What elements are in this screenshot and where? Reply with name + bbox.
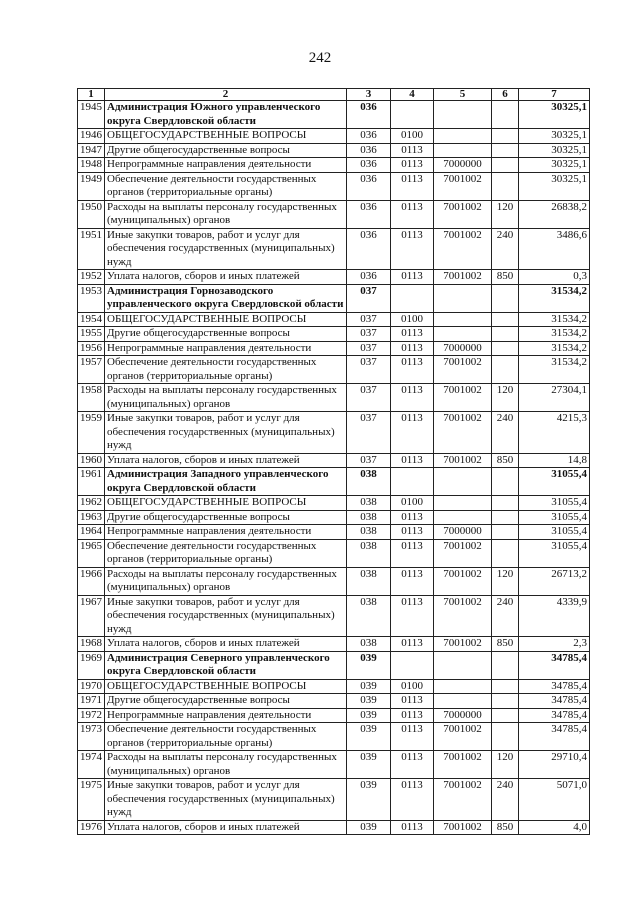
row-section-code: 0113 bbox=[391, 510, 434, 525]
budget-table bbox=[77, 88, 590, 835]
row-name: Иные закупки товаров, работ и услуг для обеспечения государственных (муниципальных) нужд bbox=[105, 412, 347, 454]
header-col-7: 7 bbox=[519, 89, 590, 101]
table-row bbox=[78, 496, 590, 511]
row-expense-type bbox=[492, 539, 519, 567]
row-department-code: 038 bbox=[347, 510, 391, 525]
row-department-code: 036 bbox=[347, 129, 391, 144]
row-expense-type bbox=[492, 356, 519, 384]
row-number: 1957 bbox=[78, 356, 105, 384]
row-section-code bbox=[391, 101, 434, 129]
row-number: 1966 bbox=[78, 567, 105, 595]
row-name: Обеспечение деятельности государственных органов (территориальные органы) bbox=[105, 356, 347, 384]
row-number: 1975 bbox=[78, 779, 105, 821]
table-row bbox=[78, 694, 590, 709]
header-col-5: 5 bbox=[434, 89, 492, 101]
table-row bbox=[78, 341, 590, 356]
row-section-code: 0113 bbox=[391, 143, 434, 158]
row-number: 1954 bbox=[78, 312, 105, 327]
row-target-article bbox=[434, 101, 492, 129]
row-section-code: 0113 bbox=[391, 525, 434, 540]
row-amount: 30325,1 bbox=[519, 101, 590, 129]
table-row bbox=[78, 525, 590, 540]
row-number: 1953 bbox=[78, 284, 105, 312]
row-department-code: 037 bbox=[347, 341, 391, 356]
row-amount: 31534,2 bbox=[519, 356, 590, 384]
row-name: Уплата налогов, сборов и иных платежей bbox=[105, 637, 347, 652]
row-name: Расходы на выплаты персоналу государственных (муниципальных) органов bbox=[105, 567, 347, 595]
row-amount: 5071,0 bbox=[519, 779, 590, 821]
row-department-code: 038 bbox=[347, 595, 391, 637]
row-name: Уплата налогов, сборов и иных платежей bbox=[105, 453, 347, 468]
header-col-3: 3 bbox=[347, 89, 391, 101]
row-name: Расходы на выплаты персоналу государственных (муниципальных) органов bbox=[105, 384, 347, 412]
row-department-code: 038 bbox=[347, 525, 391, 540]
row-expense-type: 850 bbox=[492, 453, 519, 468]
row-target-article bbox=[434, 468, 492, 496]
row-section-code: 0113 bbox=[391, 751, 434, 779]
row-amount: 34785,4 bbox=[519, 694, 590, 709]
row-number: 1956 bbox=[78, 341, 105, 356]
row-department-code: 036 bbox=[347, 101, 391, 129]
row-expense-type bbox=[492, 172, 519, 200]
row-expense-type bbox=[492, 158, 519, 173]
row-name: Другие общегосударственные вопросы bbox=[105, 143, 347, 158]
row-department-code: 036 bbox=[347, 200, 391, 228]
row-number: 1974 bbox=[78, 751, 105, 779]
row-target-article bbox=[434, 143, 492, 158]
row-department-code: 036 bbox=[347, 270, 391, 285]
row-amount: 34785,4 bbox=[519, 651, 590, 679]
row-name: Расходы на выплаты персоналу государственных (муниципальных) органов bbox=[105, 751, 347, 779]
row-department-code: 037 bbox=[347, 412, 391, 454]
row-target-article: 7000000 bbox=[434, 708, 492, 723]
row-department-code: 039 bbox=[347, 779, 391, 821]
row-section-code: 0113 bbox=[391, 637, 434, 652]
row-section-code: 0113 bbox=[391, 412, 434, 454]
row-expense-type: 240 bbox=[492, 595, 519, 637]
row-section-code: 0100 bbox=[391, 496, 434, 511]
table-row bbox=[78, 101, 590, 129]
header-col-6: 6 bbox=[492, 89, 519, 101]
row-expense-type bbox=[492, 284, 519, 312]
row-department-code: 039 bbox=[347, 723, 391, 751]
row-name: Непрограммные направления деятельности bbox=[105, 708, 347, 723]
row-department-code: 037 bbox=[347, 327, 391, 342]
row-name: Обеспечение деятельности государственных органов (территориальные органы) bbox=[105, 539, 347, 567]
row-name: Иные закупки товаров, работ и услуг для обеспечения государственных (муниципальных) нужд bbox=[105, 779, 347, 821]
row-target-article: 7000000 bbox=[434, 158, 492, 173]
row-number: 1971 bbox=[78, 694, 105, 709]
row-number: 1965 bbox=[78, 539, 105, 567]
row-target-article bbox=[434, 510, 492, 525]
row-expense-type bbox=[492, 468, 519, 496]
row-section-code bbox=[391, 284, 434, 312]
row-number: 1970 bbox=[78, 679, 105, 694]
row-number: 1960 bbox=[78, 453, 105, 468]
row-target-article bbox=[434, 284, 492, 312]
table-row bbox=[78, 356, 590, 384]
row-expense-type bbox=[492, 651, 519, 679]
row-amount: 31534,2 bbox=[519, 327, 590, 342]
table-row bbox=[78, 679, 590, 694]
row-number: 1962 bbox=[78, 496, 105, 511]
row-expense-type: 240 bbox=[492, 779, 519, 821]
row-number: 1950 bbox=[78, 200, 105, 228]
row-name: Уплата налогов, сборов и иных платежей bbox=[105, 270, 347, 285]
row-amount: 26713,2 bbox=[519, 567, 590, 595]
row-target-article: 7000000 bbox=[434, 341, 492, 356]
row-name: Обеспечение деятельности государственных органов (территориальные органы) bbox=[105, 723, 347, 751]
row-number: 1967 bbox=[78, 595, 105, 637]
row-target-article: 7001002 bbox=[434, 723, 492, 751]
table-row bbox=[78, 270, 590, 285]
row-number: 1976 bbox=[78, 820, 105, 835]
table-row bbox=[78, 567, 590, 595]
row-name: Уплата налогов, сборов и иных платежей bbox=[105, 820, 347, 835]
table-row bbox=[78, 453, 590, 468]
table-row bbox=[78, 637, 590, 652]
row-expense-type bbox=[492, 510, 519, 525]
table-body bbox=[78, 101, 590, 835]
table-row bbox=[78, 595, 590, 637]
row-number: 1964 bbox=[78, 525, 105, 540]
row-department-code: 037 bbox=[347, 453, 391, 468]
row-expense-type: 120 bbox=[492, 751, 519, 779]
table-row bbox=[78, 412, 590, 454]
row-expense-type: 120 bbox=[492, 200, 519, 228]
header-col-4: 4 bbox=[391, 89, 434, 101]
table-row bbox=[78, 510, 590, 525]
row-department-code: 036 bbox=[347, 172, 391, 200]
row-section-code: 0113 bbox=[391, 708, 434, 723]
row-amount: 14,8 bbox=[519, 453, 590, 468]
row-amount: 29710,4 bbox=[519, 751, 590, 779]
row-department-code: 039 bbox=[347, 820, 391, 835]
table-row bbox=[78, 284, 590, 312]
row-amount: 2,3 bbox=[519, 637, 590, 652]
row-name: Администрация Северного управленческого округа Свердловской области bbox=[105, 651, 347, 679]
row-number: 1958 bbox=[78, 384, 105, 412]
row-target-article: 7001002 bbox=[434, 172, 492, 200]
row-number: 1969 bbox=[78, 651, 105, 679]
table-row bbox=[78, 312, 590, 327]
row-target-article bbox=[434, 327, 492, 342]
row-department-code: 039 bbox=[347, 694, 391, 709]
table-row bbox=[78, 158, 590, 173]
row-section-code: 0113 bbox=[391, 820, 434, 835]
row-target-article: 7001002 bbox=[434, 539, 492, 567]
header-col-1: 1 bbox=[78, 89, 105, 101]
row-target-article bbox=[434, 679, 492, 694]
header-col-2: 2 bbox=[105, 89, 347, 101]
row-amount: 30325,1 bbox=[519, 158, 590, 173]
table-row bbox=[78, 200, 590, 228]
row-name: ОБЩЕГОСУДАРСТВЕННЫЕ ВОПРОСЫ bbox=[105, 129, 347, 144]
row-number: 1946 bbox=[78, 129, 105, 144]
row-name: Непрограммные направления деятельности bbox=[105, 341, 347, 356]
row-section-code: 0113 bbox=[391, 200, 434, 228]
row-expense-type: 120 bbox=[492, 567, 519, 595]
row-target-article: 7001002 bbox=[434, 384, 492, 412]
row-number: 1947 bbox=[78, 143, 105, 158]
row-name: ОБЩЕГОСУДАРСТВЕННЫЕ ВОПРОСЫ bbox=[105, 679, 347, 694]
row-amount: 31534,2 bbox=[519, 284, 590, 312]
row-target-article: 7001002 bbox=[434, 567, 492, 595]
row-target-article: 7001002 bbox=[434, 820, 492, 835]
row-amount: 27304,1 bbox=[519, 384, 590, 412]
row-department-code: 039 bbox=[347, 751, 391, 779]
row-department-code: 037 bbox=[347, 312, 391, 327]
row-target-article bbox=[434, 312, 492, 327]
row-expense-type: 240 bbox=[492, 412, 519, 454]
row-section-code: 0113 bbox=[391, 539, 434, 567]
row-number: 1952 bbox=[78, 270, 105, 285]
row-amount: 4215,3 bbox=[519, 412, 590, 454]
row-amount: 31534,2 bbox=[519, 312, 590, 327]
row-department-code: 039 bbox=[347, 708, 391, 723]
row-department-code: 037 bbox=[347, 384, 391, 412]
row-expense-type bbox=[492, 129, 519, 144]
row-department-code: 039 bbox=[347, 679, 391, 694]
table-row bbox=[78, 779, 590, 821]
row-amount: 31055,4 bbox=[519, 468, 590, 496]
row-target-article bbox=[434, 496, 492, 511]
row-target-article: 7001002 bbox=[434, 779, 492, 821]
row-name: Другие общегосударственные вопросы bbox=[105, 327, 347, 342]
header-row bbox=[78, 89, 590, 101]
row-name: ОБЩЕГОСУДАРСТВЕННЫЕ ВОПРОСЫ bbox=[105, 312, 347, 327]
row-name: Другие общегосударственные вопросы bbox=[105, 510, 347, 525]
row-target-article: 7001002 bbox=[434, 228, 492, 270]
row-section-code: 0113 bbox=[391, 158, 434, 173]
row-target-article bbox=[434, 694, 492, 709]
row-name: Администрация Западного управленческого округа Свердловской области bbox=[105, 468, 347, 496]
row-amount: 3486,6 bbox=[519, 228, 590, 270]
row-expense-type: 240 bbox=[492, 228, 519, 270]
row-amount: 30325,1 bbox=[519, 143, 590, 158]
row-number: 1959 bbox=[78, 412, 105, 454]
row-expense-type bbox=[492, 312, 519, 327]
row-target-article: 7000000 bbox=[434, 525, 492, 540]
row-target-article: 7001002 bbox=[434, 595, 492, 637]
table-row bbox=[78, 143, 590, 158]
row-section-code: 0113 bbox=[391, 595, 434, 637]
row-expense-type: 850 bbox=[492, 270, 519, 285]
row-expense-type bbox=[492, 723, 519, 751]
row-section-code: 0113 bbox=[391, 384, 434, 412]
row-expense-type bbox=[492, 525, 519, 540]
row-target-article bbox=[434, 129, 492, 144]
row-department-code: 038 bbox=[347, 567, 391, 595]
row-department-code: 037 bbox=[347, 356, 391, 384]
row-target-article: 7001002 bbox=[434, 751, 492, 779]
row-expense-type bbox=[492, 327, 519, 342]
row-name: Непрограммные направления деятельности bbox=[105, 525, 347, 540]
row-expense-type bbox=[492, 496, 519, 511]
row-target-article: 7001002 bbox=[434, 356, 492, 384]
row-expense-type bbox=[492, 679, 519, 694]
table-row bbox=[78, 651, 590, 679]
row-section-code: 0100 bbox=[391, 129, 434, 144]
row-department-code: 036 bbox=[347, 143, 391, 158]
row-department-code: 038 bbox=[347, 539, 391, 567]
row-amount: 34785,4 bbox=[519, 708, 590, 723]
row-department-code: 037 bbox=[347, 284, 391, 312]
row-amount: 31055,4 bbox=[519, 539, 590, 567]
row-target-article bbox=[434, 651, 492, 679]
table-row bbox=[78, 723, 590, 751]
row-amount: 30325,1 bbox=[519, 129, 590, 144]
table-row bbox=[78, 172, 590, 200]
row-section-code: 0113 bbox=[391, 453, 434, 468]
row-target-article: 7001002 bbox=[434, 270, 492, 285]
row-department-code: 039 bbox=[347, 651, 391, 679]
row-section-code bbox=[391, 468, 434, 496]
row-amount: 31055,4 bbox=[519, 510, 590, 525]
row-department-code: 038 bbox=[347, 637, 391, 652]
row-number: 1948 bbox=[78, 158, 105, 173]
row-number: 1972 bbox=[78, 708, 105, 723]
table-row bbox=[78, 384, 590, 412]
row-amount: 30325,1 bbox=[519, 172, 590, 200]
row-name: Администрация Южного управленческого округа Свердловской области bbox=[105, 101, 347, 129]
row-target-article: 7001002 bbox=[434, 200, 492, 228]
table-row bbox=[78, 468, 590, 496]
table-row bbox=[78, 539, 590, 567]
row-section-code bbox=[391, 651, 434, 679]
row-amount: 4339,9 bbox=[519, 595, 590, 637]
row-amount: 34785,4 bbox=[519, 723, 590, 751]
row-number: 1963 bbox=[78, 510, 105, 525]
row-department-code: 038 bbox=[347, 468, 391, 496]
row-expense-type bbox=[492, 694, 519, 709]
row-section-code: 0113 bbox=[391, 567, 434, 595]
row-expense-type bbox=[492, 143, 519, 158]
row-section-code: 0113 bbox=[391, 172, 434, 200]
row-section-code: 0113 bbox=[391, 694, 434, 709]
row-name: Обеспечение деятельности государственных органов (территориальные органы) bbox=[105, 172, 347, 200]
row-section-code: 0113 bbox=[391, 270, 434, 285]
row-number: 1951 bbox=[78, 228, 105, 270]
row-name: ОБЩЕГОСУДАРСТВЕННЫЕ ВОПРОСЫ bbox=[105, 496, 347, 511]
table-row bbox=[78, 708, 590, 723]
table-row bbox=[78, 129, 590, 144]
row-number: 1968 bbox=[78, 637, 105, 652]
row-number: 1955 bbox=[78, 327, 105, 342]
row-name: Другие общегосударственные вопросы bbox=[105, 694, 347, 709]
row-amount: 31055,4 bbox=[519, 525, 590, 540]
row-expense-type: 850 bbox=[492, 637, 519, 652]
row-section-code: 0113 bbox=[391, 341, 434, 356]
row-number: 1961 bbox=[78, 468, 105, 496]
table-row bbox=[78, 327, 590, 342]
row-number: 1945 bbox=[78, 101, 105, 129]
row-department-code: 036 bbox=[347, 158, 391, 173]
row-expense-type: 120 bbox=[492, 384, 519, 412]
row-section-code: 0113 bbox=[391, 327, 434, 342]
row-section-code: 0113 bbox=[391, 228, 434, 270]
table-row bbox=[78, 820, 590, 835]
row-name: Иные закупки товаров, работ и услуг для обеспечения государственных (муниципальных) нужд bbox=[105, 595, 347, 637]
page-number: 242 bbox=[308, 50, 332, 66]
row-amount: 4,0 bbox=[519, 820, 590, 835]
row-amount: 31055,4 bbox=[519, 496, 590, 511]
row-department-code: 038 bbox=[347, 496, 391, 511]
row-section-code: 0113 bbox=[391, 779, 434, 821]
row-amount: 31534,2 bbox=[519, 341, 590, 356]
row-target-article: 7001002 bbox=[434, 453, 492, 468]
row-amount: 34785,4 bbox=[519, 679, 590, 694]
row-amount: 26838,2 bbox=[519, 200, 590, 228]
table-row bbox=[78, 228, 590, 270]
row-target-article: 7001002 bbox=[434, 412, 492, 454]
row-amount: 0,3 bbox=[519, 270, 590, 285]
row-number: 1949 bbox=[78, 172, 105, 200]
table-row bbox=[78, 751, 590, 779]
table-header bbox=[78, 89, 590, 101]
row-target-article: 7001002 bbox=[434, 637, 492, 652]
row-department-code: 036 bbox=[347, 228, 391, 270]
row-expense-type: 850 bbox=[492, 820, 519, 835]
row-expense-type bbox=[492, 708, 519, 723]
row-name: Иные закупки товаров, работ и услуг для обеспечения государственных (муниципальных) нужд bbox=[105, 228, 347, 270]
row-expense-type bbox=[492, 101, 519, 129]
row-name: Непрограммные направления деятельности bbox=[105, 158, 347, 173]
row-expense-type bbox=[492, 341, 519, 356]
row-name: Администрация Горнозаводского управленческого округа Свердловской области bbox=[105, 284, 347, 312]
row-number: 1973 bbox=[78, 723, 105, 751]
row-section-code: 0100 bbox=[391, 679, 434, 694]
row-section-code: 0100 bbox=[391, 312, 434, 327]
row-name: Расходы на выплаты персоналу государственных (муниципальных) органов bbox=[105, 200, 347, 228]
row-section-code: 0113 bbox=[391, 356, 434, 384]
row-section-code: 0113 bbox=[391, 723, 434, 751]
